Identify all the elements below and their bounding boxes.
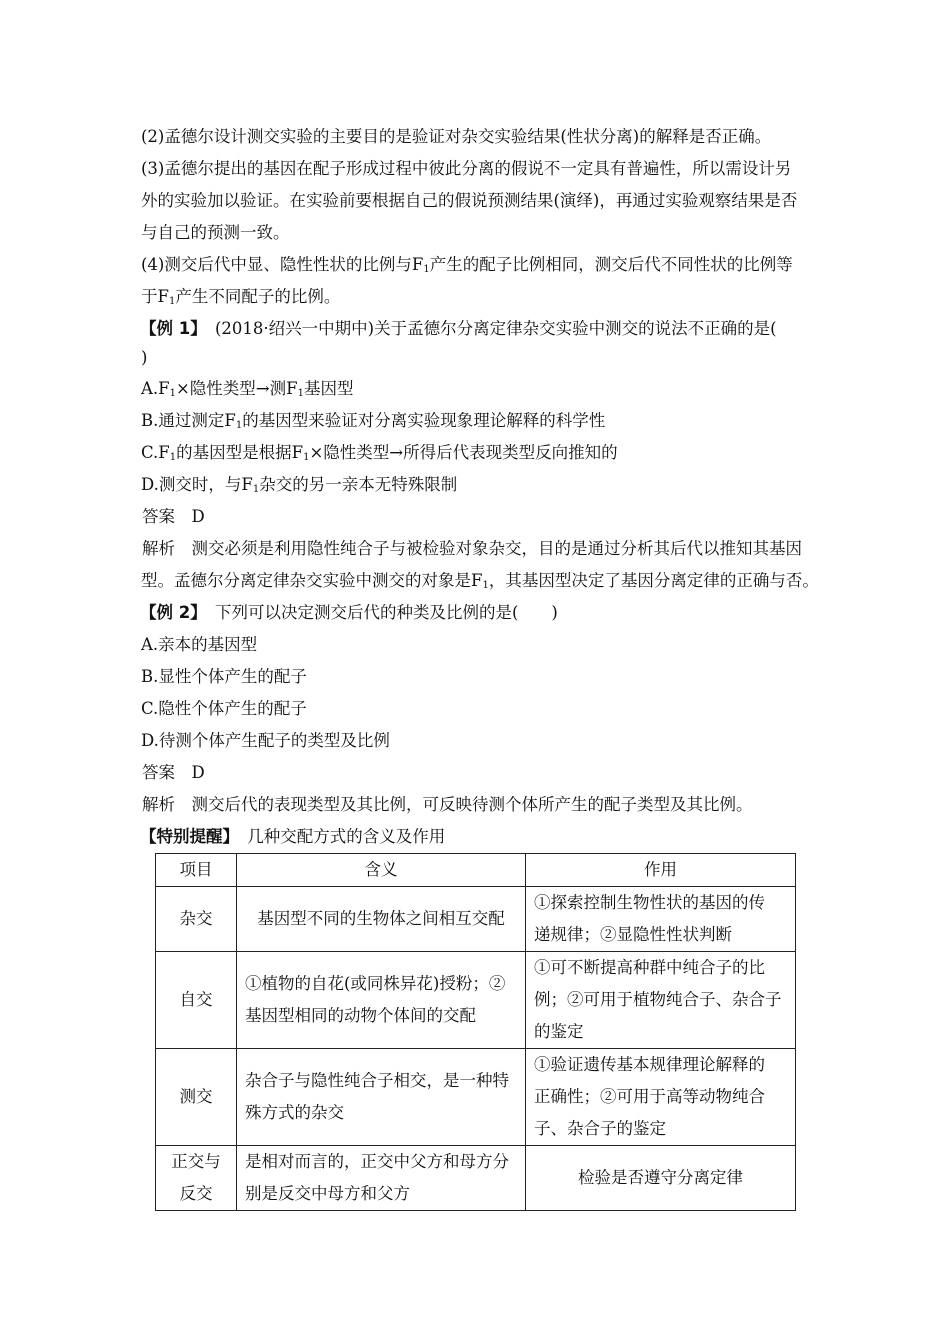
table-header-cell: 项目 [156,854,237,887]
option-c: $C.F_1$的基因型是根据$F_1\times$隐性类型→所得后代表现类型反向推知的 [141,443,618,463]
tip-label: 【特别提醒】 [140,827,231,846]
paragraph-line: (2)孟德尔设计测交实验的主要目的是验证对杂交实验结果(性状分离)的解释是否正确。 [141,127,772,146]
table-cell-meaning: 是相对而言的，正交中父方和母方分 别是反交中母方和父方 [237,1146,526,1211]
mating-methods-table [155,853,796,1211]
table-cell-use: ①可不断提高种群中纯合子的比 例；②可用于植物纯合子、杂合子 的鉴定 [526,952,796,1049]
table-cell-use: 检验是否遵守分离定律 [526,1146,796,1211]
paragraph-line: 于$F_1$产生不同配子的比例。 [141,287,341,307]
table-row [156,952,796,1049]
paragraph-line: 外的实验加以验证。在实验前要根据自己的假说预测结果(演绎)，再通过实验观察结果是否 [141,191,798,210]
analysis: 解析 测交后代的表现类型及其比例，可反映待测个体所产生的配子类型及其比例。 [142,795,753,814]
table-row [156,887,796,952]
table-cell-use: ①探索控制生物性状的基因的传 递规律；②显隐性性状判断 [526,887,796,952]
table-row [156,1049,796,1146]
table-cell-use: ①验证遗传基本规律理论解释的 正确性；②可用于高等动物纯合 子、杂合子的鉴定 [526,1049,796,1146]
example-2-stem: 【例 2】 下列可以决定测交后代的种类及比例的是( ) [140,603,558,622]
option-c: C.隐性个体产生的配子 [141,699,307,718]
answer: 答案 D [142,507,205,526]
example-2-label: 【例 2】 [140,603,199,622]
table-cell-meaning: ①植物的自花(或同株异花)授粉；② 基因型相同的动物个体间的交配 [237,952,526,1049]
option-a: $A.F_1\times$隐性类型→测$F_1$基因型 [141,379,354,399]
table-header-cell: 作用 [526,854,796,887]
table-cell-item: 测交 [156,1049,237,1146]
table-cell-item: 正交与 反交 [156,1146,237,1211]
table-header-row [156,854,796,887]
paragraph-line: (4)测交后代中显、隐性性状的比例与$F_1$产生的配子比例相同，测交后代不同性状的比例等 [141,255,793,275]
table-cell-meaning: 基因型不同的生物体之间相互交配 [237,887,526,952]
table-cell-item: 杂交 [156,887,237,952]
example-1-label: 【例 1】 [140,319,199,338]
example-1-stem: 【例 1】 (2018·绍兴一中期中)关于孟德尔分离定律杂交实验中测交的说法不正确的是( [140,319,777,338]
option-d: D.测交时，与$F_1$杂交的另一亲本无特殊限制 [141,475,458,495]
option-a: A.亲本的基因型 [141,635,258,654]
table-header-cell: 含义 [237,854,526,887]
option-d: D.待测个体产生配子的类型及比例 [141,731,390,750]
table-cell-meaning: 杂合子与隐性纯合子相交，是一种特 殊方式的杂交 [237,1049,526,1146]
option-b: B.显性个体产生的配子 [141,667,307,686]
answer: 答案 D [142,763,205,782]
paragraph-line: (3)孟德尔提出的基因在配子形成过程中彼此分离的假说不一定具有普遍性，所以需设计另 [141,159,792,178]
tip-heading: 【特别提醒】 几种交配方式的含义及作用 [140,827,446,846]
table-cell-item: 自交 [156,952,237,1049]
example-1-stem-end: ) [141,348,148,367]
table-row [156,1146,796,1211]
option-b: B.通过测定$F_1$的基因型来验证对分离实验现象理论解释的科学性 [141,411,606,431]
paragraph-line: 与自己的预测一致。 [141,223,290,242]
analysis: 型。孟德尔分离定律杂交实验中测交的对象是$F_1$，其基因型决定了基因分离定律的正确与否。 [141,571,819,591]
analysis: 解析 测交必须是利用隐性纯合子与被检验对象杂交，目的是通过分析其后代以推知其基因 [142,539,802,558]
